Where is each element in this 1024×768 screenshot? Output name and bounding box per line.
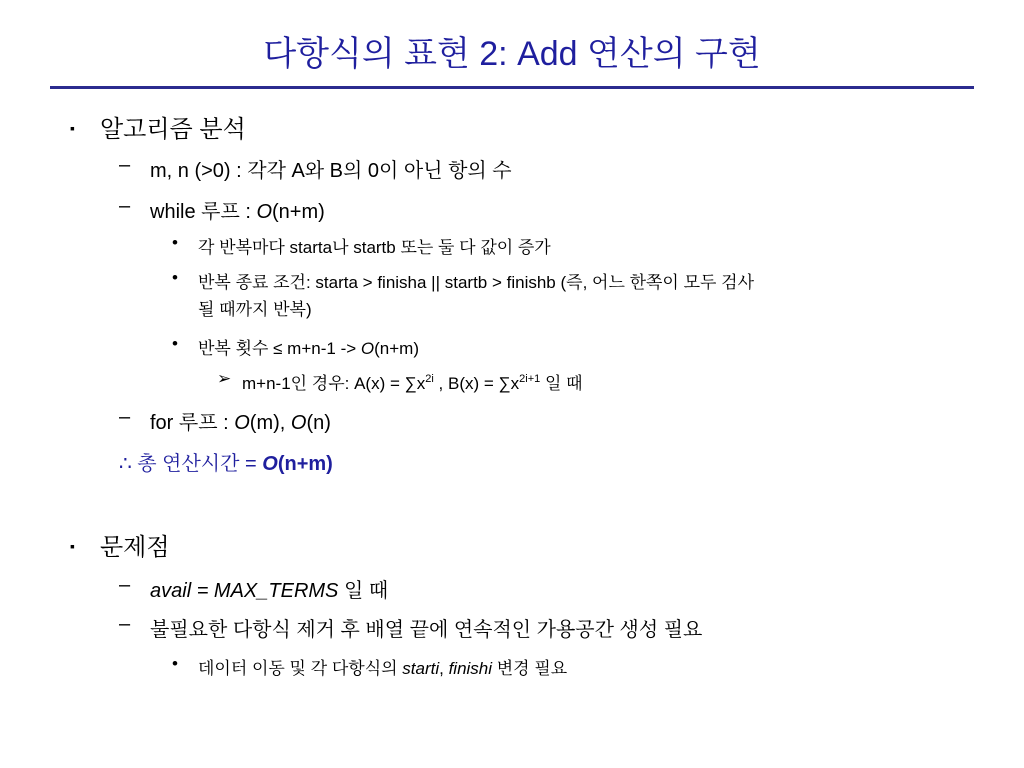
item-end-condition-line2: 될 때까지 반복) <box>198 300 312 319</box>
item-mn-terms: m, n (>0) : 각각 A와 B의 0이 아닌 항의 수 <box>150 160 512 182</box>
item-data-move: 데이터 이동 및 각 다항식의 starti, finishi 변경 필요 <box>198 659 568 678</box>
dot-bullet-icon: • <box>172 233 178 252</box>
square-bullet-icon: ▪ <box>70 120 75 136</box>
title-underline <box>50 86 974 89</box>
item-iteration-count: 반복 횟수 ≤ m+n-1 -> O(n+m) <box>198 339 419 358</box>
dash-bullet-icon: – <box>119 613 131 635</box>
dot-bullet-icon: • <box>172 654 178 673</box>
dash-bullet-icon: – <box>119 406 131 428</box>
dot-bullet-icon: • <box>172 268 178 287</box>
item-for-loop: for 루프 : O(m), O(n) <box>150 412 331 434</box>
dash-bullet-icon: – <box>119 195 131 217</box>
dash-bullet-icon: – <box>119 154 131 176</box>
item-end-condition-line1: 반복 종료 조건: starta > finisha || startb > finishb (즉, 어느 한쪽이 모두 검사 <box>198 273 754 292</box>
item-each-iteration: 각 반복마다 starta나 startb 또는 둘 다 값이 증가 <box>198 238 551 257</box>
square-bullet-icon: ▪ <box>70 538 75 554</box>
slide-title: 다항식의 표현 2: Add 연산의 구현 <box>263 35 761 73</box>
section-heading-analysis: 알고리즘 분석 <box>100 116 246 143</box>
item-while-loop: while 루프 : O(n+m) <box>150 201 325 223</box>
dot-bullet-icon: • <box>172 334 178 353</box>
arrow-bullet-icon: ➢ <box>217 369 232 388</box>
section-heading-problems: 문제점 <box>100 534 170 561</box>
total-time-conclusion: ∴ 총 연산시간 = O(n+m) <box>119 453 333 475</box>
item-worst-case: m+n-1인 경우: $A(x) = \sum x^{2i}$ , $B(x) = \sum x^{2i+1}$ 일 때 <box>242 373 583 393</box>
dash-bullet-icon: – <box>119 574 131 596</box>
item-avail-max: avail = MAX_TERMS 일 때 <box>150 580 389 602</box>
item-compaction: 불필요한 다항식 제거 후 배열 끝에 연속적인 가용공간 생성 필요 <box>150 619 703 641</box>
